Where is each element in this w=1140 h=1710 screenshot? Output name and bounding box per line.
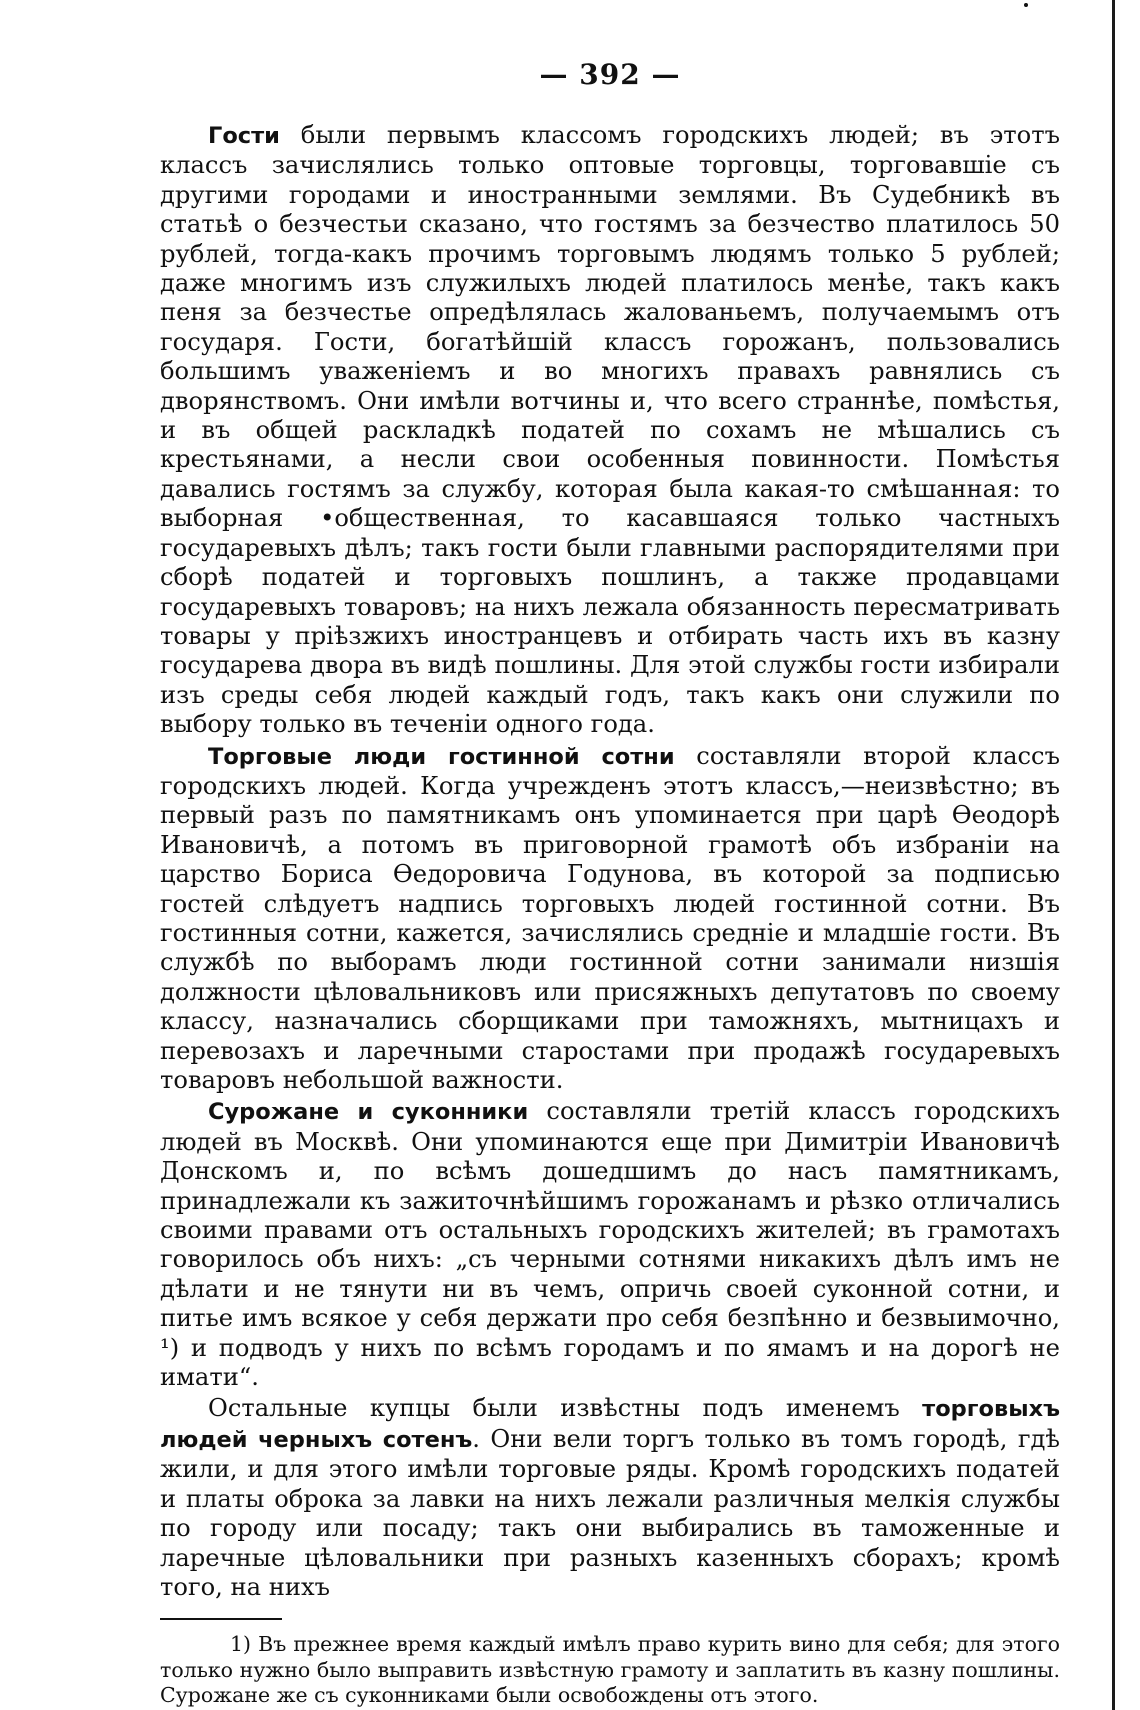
book-page [160, 58, 1060, 1709]
footnote: 1) Въ прежнее время каждый имѣлъ право курить вино для себя; для этого только нужно было выправить извѣстную грамоту и заплатить въ казну пошлины. Сурожане же съ суконниками были освобождены отъ этого. [160, 1632, 1060, 1708]
paragraph-surozhane [160, 1097, 1060, 1392]
footnote-divider [160, 1618, 282, 1620]
page-number: — 392 — [539, 58, 681, 91]
paragraph-chernye-sotni [160, 1394, 1060, 1602]
paragraph-text: . Они вели торгъ только въ томъ городѣ, гдѣ жили, и для этого имѣли торговые ряды. Кромѣ городскихъ податей и платы оброка за лавки на нихъ лежали различныя мелкія службы по городу или посаду; такъ они выбирались въ таможенные и ларечные цѣловальники при разныхъ казенныхъ сборахъ; кромѣ того, на нихъ [160, 1424, 1060, 1601]
paragraph-text: составляли третій классъ городскихъ людей въ Москвѣ. Они упоминаются еще при Димитріи Ивановичѣ Донскомъ и, по всѣмъ дошедшимъ до насъ памятникамъ, принадлежали къ зажиточнѣйшимъ горожанамъ и рѣзко отличались своими правами отъ остальныхъ городскихъ жителей; въ грамотахъ говорилось объ нихъ: „съ черными сотнями никакихъ дѣлъ имъ не дѣлати и не тянути ни въ чемъ, опричь своей суконной сотни, и питье имъ всякое у себя держати про себя безпѣнно и безвыимочно, ¹) и подводъ у нихъ по всѣмъ городамъ и по ямамъ и на дорогѣ не имати“. [160, 1097, 1060, 1392]
term-gosti: Гости [208, 123, 280, 149]
page-body [160, 121, 1060, 1602]
term-gostinnaya-sotnya: Торговые люди гостинной сотни [208, 743, 675, 770]
paragraph-gostinnaya-sotnya [160, 742, 1060, 1096]
paragraph-text: составляли второй классъ городскихъ людей. Когда учрежденъ этотъ классъ,—неизвѣстно; въ первый разъ по памятникамъ онъ упоминается при царѣ Ѳеодорѣ Ивановичѣ, а потомъ въ приговорной грамотѣ объ избраніи на царство Бориса Ѳедоровича Годунова, въ которой за подписью гостей слѣдуетъ надпись торговыхъ людей гостинной сотни. Въ гостинныя сотни, кажется, зачислялись средніе и младшіе гости. Въ службѣ по выборамъ люди гостинной сотни занимали низшія должности цѣловальниковъ или присяжныхъ депутатовъ по своему классу, назначались сборщиками при таможняхъ, мытницахъ и перевозахъ и ларечными старостами при продажѣ государевыхъ товаровъ небольшой важности. [160, 741, 1060, 1094]
page-edge-line [1112, 0, 1115, 1710]
paragraph-gosti [160, 121, 1060, 740]
paragraph-text: были первымъ классомъ городскихъ людей; въ этотъ классъ зачислялись только оптовые торговцы, торговавшіе съ другими городами и иностранными землями. Въ Судебникѣ въ статьѣ о безчестьи сказано, что гостямъ за безчество платилось 50 рублей, тогда-какъ прочимъ торговымъ людямъ только 5 рублей; даже многимъ изъ служилыхъ людей платилось менѣе, такъ какъ пеня за безчестье опредѣлялась жалованьемъ, получаемымъ отъ государя. Гости, богатѣйшій классъ горожанъ, пользовались большимъ уваженіемъ и во многихъ правахъ равнялись съ дворянствомъ. Они имѣли вотчины и, что всего страннѣе, помѣстья, и въ общей раскладкѣ податей по сохамъ не мѣшались съ крестьянами, а несли свои особенныя повинности. Помѣстья давались гостямъ за службу, которая была какая-то смѣшанная: то выборная •общественная, то касавшаяся только частныхъ государевыхъ дѣлъ; такъ гости были главными распорядителями при сборѣ податей и торговыхъ пошлинъ, а также продавцами государевыхъ товаровъ; на нихъ лежала обязанность пересматривать товары у пріѣзжихъ иностранцевъ и отбирать часть ихъ въ казну государева двора въ видѣ пошлины. Для этой службы гости избирали изъ среды себя людей каждый годъ, такъ какъ они служили по выбору только въ теченіи одного года. [160, 121, 1060, 739]
paragraph-lead-text: Остальные купцы были извѣстны подъ именемъ [208, 1394, 923, 1423]
term-chernye-sotni: торговыхъ людей черныхъ сотенъ [160, 1396, 1060, 1453]
page-edge-dot [1024, 3, 1028, 7]
term-surozhane: Сурожане и суконники [208, 1099, 529, 1126]
